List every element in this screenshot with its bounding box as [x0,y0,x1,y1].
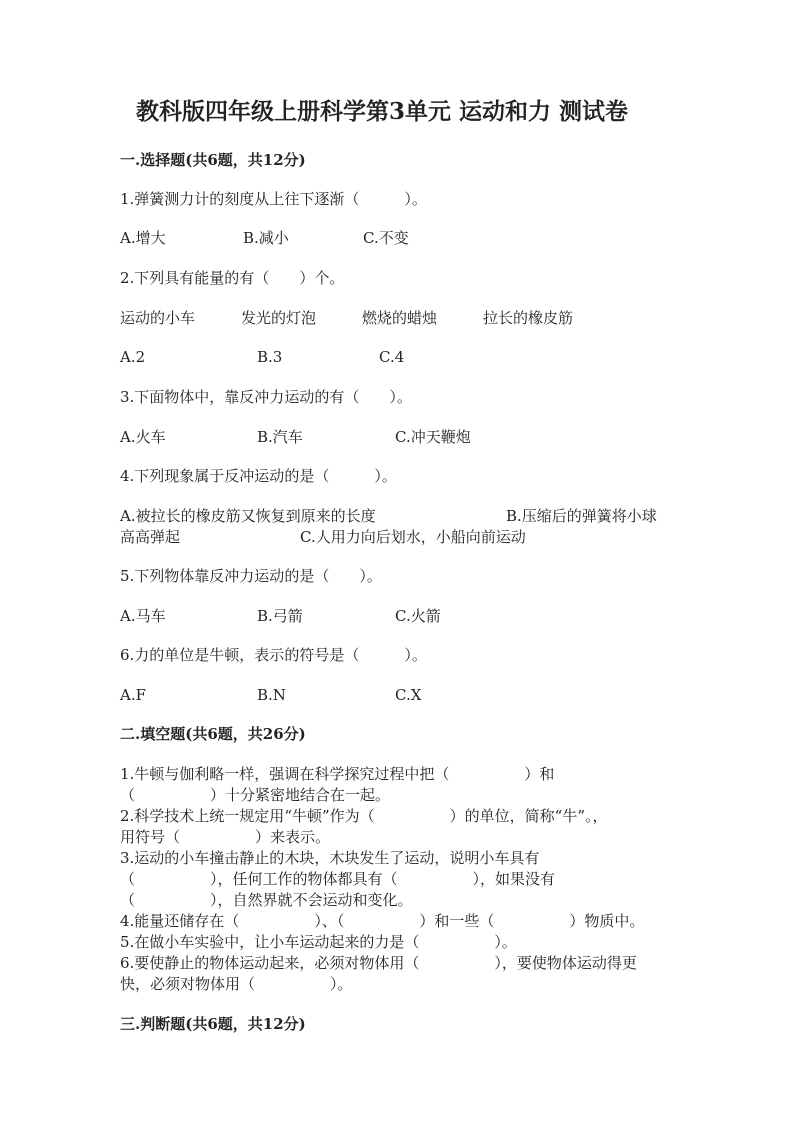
question-2-option-b: B.3 [257,348,283,366]
fill-blank-line: 1.牛顿与伽利略一样，强调在科学探究过程中把（ ）和 [120,765,555,783]
fill-blank-line: 2.科学技术上统一规定用“牛顿”作为（ ）的单位，简称“牛”。， [120,807,608,825]
fill-blank-line: （ ），任何工作的物体都具有（ ），如果没有 [120,870,556,888]
question-2-item: 燃烧的蜡烛 [362,309,438,327]
question-5-option-a: A.马车 [120,607,166,625]
question-2-option-a: A.2 [120,348,146,366]
fill-blank-line: （ ），自然界就不会运动和变化。 [120,891,413,909]
question-1-stem: 1.弹簧测力计的刻度从上往下逐渐（ ）。 [120,190,427,208]
question-2-item: 发光的灯泡 [241,309,317,327]
fill-blank-line: 3.运动的小车撞击静止的木块，木块发生了运动，说明小车具有 [120,849,540,867]
question-4-option-b-cont: 高高弹起 [120,528,181,546]
section-heading-true-false: 三.判断题(共6题，共12分) [120,1015,306,1033]
question-4-stem: 4.下列现象属于反冲运动的是（ ）。 [120,467,397,485]
question-3-option-b: B.汽车 [257,428,303,446]
question-1-option-a: A.增大 [120,229,166,247]
fill-blank-line: 4.能量还储存在（ ）、（ ）和一些（ ）物质中。 [120,912,645,930]
question-1-option-c: C.不变 [363,229,409,247]
question-4-option-b: B.压缩后的弹簧将小球 [506,507,657,525]
question-6-stem: 6.力的单位是牛顿，表示的符号是（ ）。 [120,646,427,664]
question-6-option-c: C.X [395,686,422,704]
fill-blank-line: 快，必须对物体用（ ）。 [120,975,353,993]
question-1-option-b: B.减小 [243,229,289,247]
question-6-option-a: A.F [120,686,147,704]
question-2-option-c: C.4 [379,348,405,366]
question-6-option-b: B.N [257,686,286,704]
fill-blank-line: 用符号（ ）来表示。 [120,828,331,846]
question-5-option-c: C.火箭 [395,607,441,625]
question-2-item: 拉长的橡皮筋 [483,309,574,327]
question-5-stem: 5.下列物体靠反冲力运动的是（ ）。 [120,567,382,585]
fill-blank-line: （ ）十分紧密地结合在一起。 [120,786,391,804]
section-heading-choice: 一.选择题(共6题，共12分) [120,151,306,169]
question-5-option-b: B.弓箭 [257,607,303,625]
section-heading-fill-blank: 二.填空题(共6题，共26分) [120,725,306,743]
question-4-option-c: C.人用力向后划水，小船向前运动 [300,528,526,546]
question-4-option-a: A.被拉长的橡皮筋又恢复到原来的长度 [120,507,376,525]
question-3-option-a: A.火车 [120,428,166,446]
fill-blank-line: 6.要使静止的物体运动起来，必须对物体用（ ），要使物体运动得更 [120,954,637,972]
question-3-stem: 3.下面物体中，靠反冲力运动的有（ ）。 [120,388,412,406]
page-title: 教科版四年级上册科学第3单元 运动和力 测试卷 [136,98,629,125]
fill-blank-line: 5.在做小车实验中，让小车运动起来的力是（ ）。 [120,933,517,951]
question-2-item: 运动的小车 [120,309,196,327]
question-3-option-c: C.冲天鞭炮 [395,428,471,446]
question-2-stem: 2.下列具有能量的有（ ）个。 [120,269,345,287]
